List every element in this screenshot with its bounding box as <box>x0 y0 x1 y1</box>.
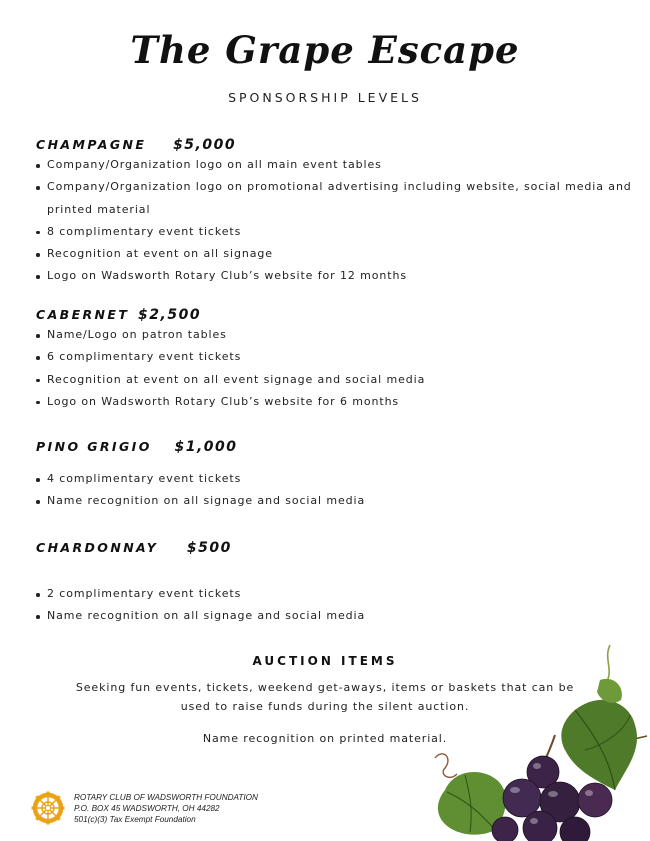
level-heading <box>36 306 636 324</box>
auction-text: Seeking fun events, tickets, weekend get-aways, items or baskets that can be used to raise funds during the silent auction. <box>75 681 575 713</box>
level-price: $1,000 <box>174 439 238 455</box>
list-item: Name recognition on all signage and social media <box>36 490 636 512</box>
list-item: 6 complimentary event tickets <box>36 346 636 368</box>
level-name: PINO GRIGIO <box>36 439 152 454</box>
footer-line: P.O. BOX 45 WADSWORTH, OH 44282 <box>74 804 220 813</box>
auction-note: Name recognition on printed material. <box>202 732 448 745</box>
list-item: Name/Logo on patron tables <box>36 324 636 346</box>
list-item: 2 complimentary event tickets <box>36 583 636 605</box>
list-item: Name recognition on all signage and social media <box>36 605 636 627</box>
level-name: CABERNET <box>36 307 130 322</box>
list-item: Recognition at event on all event signage and social media <box>36 369 636 391</box>
page-title: The Grape Escape <box>130 28 520 72</box>
footer-address <box>74 792 258 825</box>
level-price: $500 <box>186 540 232 556</box>
level-cabernet <box>36 306 636 413</box>
level-champagne <box>36 136 636 288</box>
list-item: Company/Organization logo on promotional advertising including website, social media and printed material <box>36 176 636 221</box>
level-heading <box>36 438 636 456</box>
rotary-wheel-icon <box>31 791 65 825</box>
grapes-illustration <box>425 640 650 841</box>
level-heading <box>36 539 636 557</box>
list-item: 4 complimentary event tickets <box>36 468 636 490</box>
level-price: $5,000 <box>173 137 237 153</box>
page-subtitle: SPONSORSHIP LEVELS <box>228 90 422 105</box>
benefit-list <box>36 468 636 513</box>
auction-title: AUCTION ITEMS <box>252 654 398 668</box>
level-chardonnay <box>36 539 636 628</box>
list-item: Recognition at event on all signage <box>36 243 636 265</box>
level-price: $2,500 <box>138 307 202 323</box>
list-item: Logo on Wadsworth Rotary Club’s website for 12 months <box>36 265 636 287</box>
benefit-list <box>36 154 636 288</box>
level-name: CHARDONNAY <box>36 540 159 555</box>
footer-line: 501(c)(3) Tax Exempt Foundation <box>74 815 196 824</box>
list-item: Company/Organization logo on all main event tables <box>36 154 636 176</box>
footer-line: ROTARY CLUB OF WADSWORTH FOUNDATION <box>74 793 258 802</box>
list-item: Logo on Wadsworth Rotary Club’s website for 6 months <box>36 391 636 413</box>
level-heading <box>36 136 636 154</box>
list-item: 8 complimentary event tickets <box>36 221 636 243</box>
level-pino-grigio <box>36 438 636 513</box>
benefit-list <box>36 583 636 628</box>
level-name: CHAMPAGNE <box>36 137 147 152</box>
benefit-list <box>36 324 636 413</box>
